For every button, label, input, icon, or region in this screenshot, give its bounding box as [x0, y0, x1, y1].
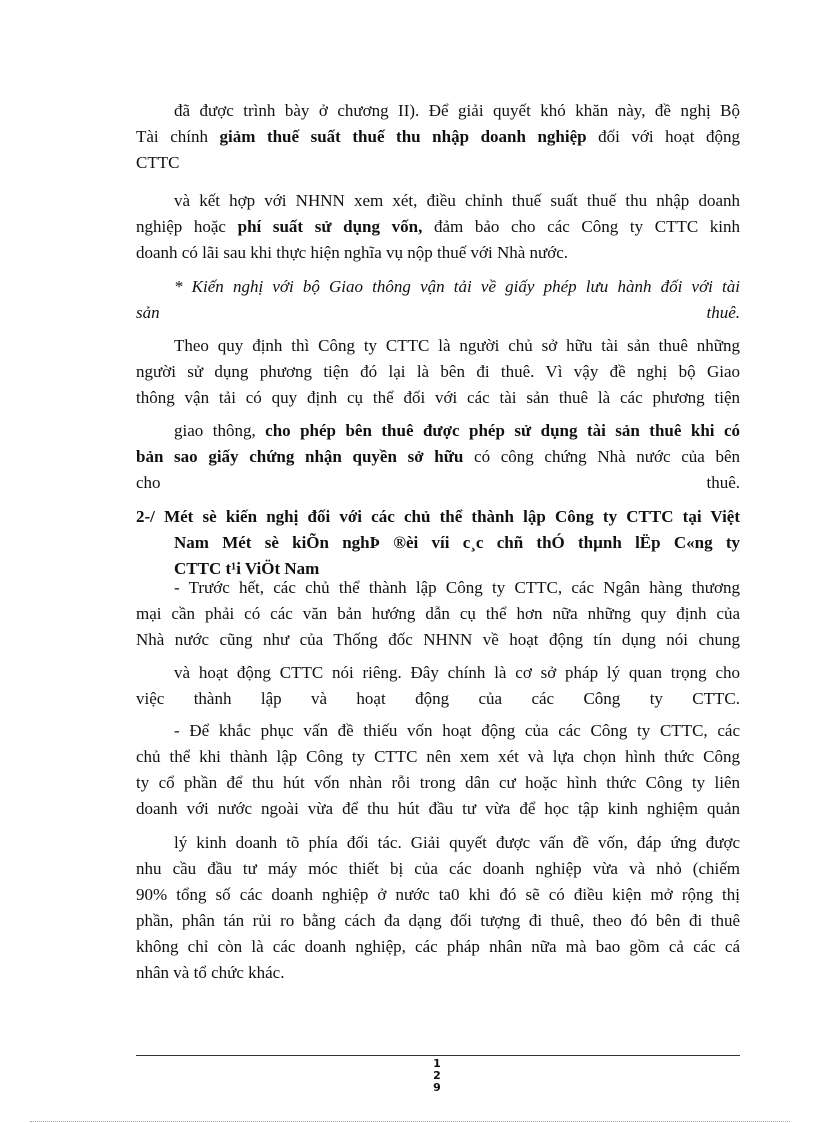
text-line: người sử dụng phương tiện đó lại là bên đi thuê. Vì vậy đề nghị bộ Giao [136, 362, 740, 381]
heading-line: Nam Mét sè kiÕn nghÞ ®èi víi c¸c chñ thÓ thµnh lËp C«ng ty [174, 533, 740, 552]
text-line [136, 124, 740, 150]
text-line: - Trước hết, các chủ thể thành lập Công ty CTTC, các Ngân hàng thương [174, 578, 740, 597]
text-run: sản [136, 303, 160, 322]
text-line: nhân và tổ chức khác. [136, 963, 285, 982]
text-line: 90% tổng số các doanh nghiệp ở nước ta0 khi đó sẽ có điều kiện mở rộng thị [136, 885, 740, 904]
text-line [136, 214, 740, 240]
bold-phrase: phí suất sử dụng vốn, [237, 217, 423, 236]
page-bottom-border [30, 1121, 790, 1122]
text-line: * Kiến nghị với bộ Giao thông vận tải về giấy phép lưu hành đối với tài [174, 277, 740, 296]
text-line [136, 418, 740, 444]
page-number-digit: 2 [433, 1069, 441, 1082]
text-run: thuê. [706, 473, 740, 492]
bold-phrase: bản sao giấy chứng nhận quyền sở hữu [136, 447, 464, 466]
text-line: doanh có lãi sau khi thực hiện nghĩa vụ nộp thuế với Nhà nước. [136, 243, 569, 262]
text-line: thông vận tải có quy định cụ thể đối với các tài sản thuê là các phương tiện [136, 388, 740, 407]
text-line: nhu cầu đầu tư máy móc thiết bị của các doanh nghiệp vừa và nhỏ (chiếm [136, 859, 740, 878]
paragraph-business-management [136, 830, 740, 986]
text-line: không chỉ còn là các doanh nghiệp, các pháp nhân nữa mà bao gồm cả các cá [136, 937, 740, 956]
text-line: CTTC [136, 153, 180, 172]
paragraph-capital-fee [136, 188, 740, 266]
text-run: có công chứng Nhà nước của bên [463, 447, 740, 466]
paragraph-permission [136, 418, 740, 496]
paragraph-guidance [136, 575, 740, 653]
text-line: mại cần phải có các văn bản hướng dẫn cụ thể hơn nữa những quy định của [136, 604, 740, 623]
text-run: cho [136, 473, 161, 492]
paragraph-regulation [136, 333, 740, 411]
paragraph-capital-shortage [136, 718, 740, 822]
heading-line: CTTC t¹i ViÖt Nam [174, 559, 320, 578]
footer-divider [136, 1055, 740, 1056]
text-line: Nhà nước cũng như của Thống đốc NHNN về hoạt động tín dụng nói chung [136, 630, 740, 649]
heading-line: 2-/ Mét sè kiến nghị đối với các chủ thể thành lập Công ty CTTC tại Việt [136, 507, 740, 526]
text-line [136, 444, 740, 470]
paragraph-legal-basis [136, 660, 740, 712]
text-line: việc thành lập và hoạt động của các Công ty CTTC. [136, 689, 740, 708]
text-line: - Để khắc phục vấn đề thiếu vốn hoạt động của các Công ty CTTC, các [174, 721, 740, 740]
text-line [136, 300, 740, 326]
text-line: và hoạt động CTTC nói riêng. Đây chính là cơ sở pháp lý quan trọng cho [174, 663, 740, 682]
text-run: đảm bảo cho các Công ty CTTC kinh [422, 217, 741, 236]
text-run: đối với hoạt động [586, 127, 740, 146]
text-line [136, 470, 740, 496]
text-line: doanh với nước ngoài vừa để thu hút đầu tư vừa để học tập kinh nghiệm quản [136, 799, 740, 818]
page-number-digit: 1 [433, 1057, 441, 1070]
text-line: đã được trình bày ở chương II). Để giải quyết khó khăn này, đề nghị Bộ [174, 101, 740, 120]
text-run: nghiệp hoặc [136, 217, 238, 236]
page-number-digit: 9 [433, 1081, 441, 1094]
text-run: thuê. [706, 303, 740, 322]
bold-phrase: giảm thuế suất thuế thu nhập doanh nghiệp [219, 127, 587, 146]
text-run: Tài chính [136, 127, 220, 146]
text-run: giao thông, [174, 421, 266, 440]
text-line: phần, phân tán rủi ro bằng cách đa dạng đối tượng đi thuê, theo đó bên đi thuê [136, 911, 740, 930]
paragraph-tax-recommendation [136, 98, 740, 176]
paragraph-transport-ministry [136, 274, 740, 326]
text-line: chủ thể khi thành lập Công ty CTTC nên xem xét và lựa chọn hình thức Công [136, 747, 740, 766]
text-line: và kết hợp với NHNN xem xét, điều chỉnh thuế suất thuế thu nhập doanh [174, 191, 740, 210]
text-line: lý kinh doanh tõ phía đối tác. Giải quyết được vấn đề vốn, đáp ứng được [174, 833, 740, 852]
bold-phrase: cho phép bên thuê được phép sử dụng tài sản thuê khi có [265, 421, 740, 440]
text-line: ty cổ phần để thu hút vốn nhàn rỗi trong dân cư hoặc hình thức Công ty liên [136, 773, 740, 792]
section-heading [136, 504, 740, 582]
page-number [430, 1058, 444, 1094]
text-line: Theo quy định thì Công ty CTTC là người chủ sở hữu tài sản thuê những [174, 336, 740, 355]
